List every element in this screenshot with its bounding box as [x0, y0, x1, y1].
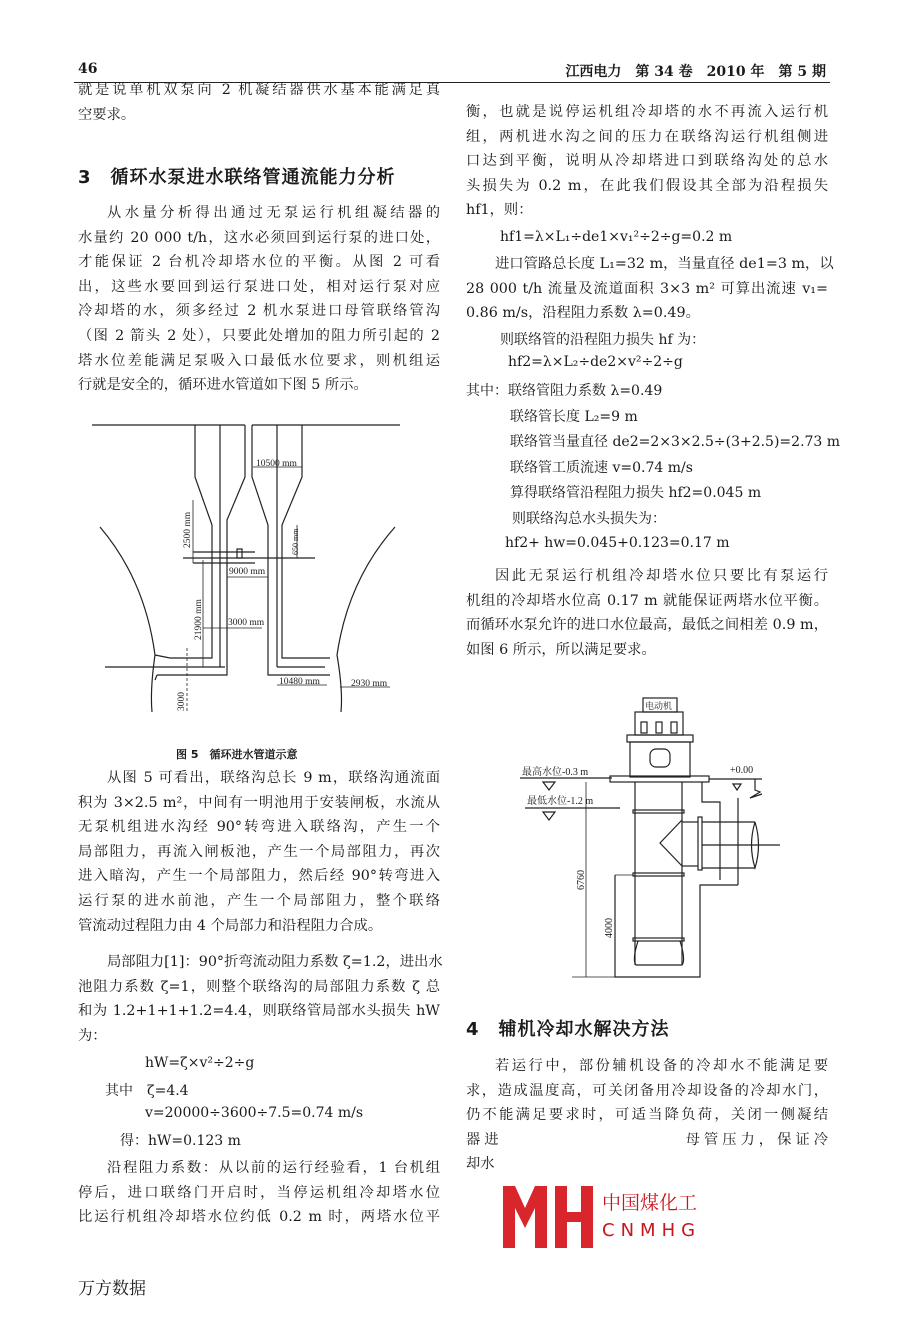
motor-label: 电动机 — [645, 701, 673, 711]
paragraph — [78, 950, 443, 1048]
text-line: 就是说单机双泵向 2 机凝结器供水基本能满足真 — [78, 82, 440, 98]
text-line: 因此无泵运行机组冷却塔水位只要比有泵运行 — [495, 568, 828, 584]
text-line: 运行泵的进水前池，产生一个局部阻力，整个联络 — [78, 892, 440, 909]
formula: 联络管当量直径 de2=2×3×2.5÷(3+2.5)=2.73 m — [510, 434, 841, 450]
dim-4000: 4000 — [604, 918, 615, 938]
text-line: 组，两机进水沟之间的压力在联络沟运行机组侧进 — [466, 128, 828, 145]
dim-3000: 3000 mm — [228, 618, 265, 628]
journal-header: 江西电力 第 34 卷 2010 年 第 5 期 — [565, 64, 826, 80]
text-line: 衡，也就是说停运机组冷却塔的水不再流入运行机 — [466, 104, 828, 120]
text-line: 从图 5 可看出，联络沟总长 9 m，联络沟通流面 — [107, 770, 440, 786]
paragraph — [78, 1156, 440, 1230]
low-water-level-label: 最低水位-1.2 m — [527, 796, 594, 807]
text-line: 若运行中，部份辅机设备的冷却水不能满足要 — [495, 1058, 828, 1074]
paragraph — [466, 252, 834, 326]
cnmhg-logo-mark — [503, 1186, 595, 1248]
dim-650: 650 mm — [291, 528, 300, 555]
text-line: 头损失为 0.2 m，在此我们假设其全部为沿程损失 — [466, 177, 828, 194]
dim-6760: 6760 — [576, 870, 587, 890]
dim-21900: 21900 mm — [194, 599, 204, 640]
high-water-level-label: 最高水位-0.3 m — [522, 767, 589, 778]
text-line: 冷却塔的水，须多经过 2 机水泵进口母管联络管沟 — [78, 303, 440, 320]
section-heading-4: 4 辅机冷却水解决方法 — [466, 1019, 670, 1040]
formula: hf1=λ×L₁÷de1×v₁²÷2÷g=0.2 m — [500, 229, 733, 245]
pump-head — [630, 742, 690, 777]
text-line: （图 2 箭头 2 处），只要此处增加的阻力所引起的 2 — [78, 327, 440, 344]
text-line: 0.86 m/s，沿程阻力系数 λ=0.49。 — [466, 305, 700, 322]
text-line: 出，这些水要回到运行泵进口处，相对运行泵对应 — [78, 278, 440, 295]
formula: 算得联络管沿程阻力损失 hf2=0.045 m — [510, 485, 762, 501]
gate-pool — [237, 549, 242, 558]
text-line: 进入暗沟，产生一个局部阻力，然后经 90°转弯进入 — [78, 868, 440, 885]
formula: 联络管工质流速 v=0.74 m/s — [510, 460, 693, 476]
text-line: 如图 6 所示，所以满足要求。 — [466, 641, 656, 658]
datum-label: +0.00 — [730, 765, 754, 776]
text-line: 仍不能满足要求时，可适当降负荷，关闭一侧凝结 — [466, 1107, 828, 1124]
figure-5-caption: 图 5 循环进水管道示意 — [176, 748, 298, 761]
formula: hf2+ hw=0.045+0.123=0.17 m — [505, 535, 730, 551]
text-line: 却水 — [466, 1156, 495, 1173]
figure-6-pump-diagram — [500, 680, 780, 1000]
formula: 其中：联络管阻力系数 λ=0.49 — [466, 383, 663, 399]
text-line: 积为 3×2.5 m²，中间有一明池用于安装闸板，水流从 — [78, 794, 440, 811]
text-line: 口达到平衡，说明从冷却塔进口到联络沟处的总水 — [466, 153, 828, 170]
formula: v=20000÷3600÷7.5=0.74 m/s — [145, 1105, 364, 1121]
bell-mouth — [634, 941, 683, 965]
text-line: 器进 母管压力，保证冷 — [466, 1131, 828, 1148]
paragraph — [466, 1054, 828, 1177]
text-line: 行就是安全的，循环进水管道如下图 5 所示。 — [78, 377, 368, 394]
text-line: 为： — [78, 1027, 107, 1044]
text-line: 池阻力系数 ζ=1，则整个联络沟的局部阻力系数 ζ 总 — [78, 978, 440, 995]
text-line: 水量约 20 000 t/h，这水必须回到运行泵的进口处， — [78, 229, 440, 246]
paragraph — [466, 100, 828, 223]
dim-9000: 9000 mm — [229, 567, 266, 577]
text-line: 沿程阻力系数：从以前的运行经验看，1 台机组 — [107, 1160, 440, 1176]
formula: 联络管长度 L₂=9 m — [510, 409, 638, 425]
text-line: 比运行机组冷却塔水位约低 0.2 m 时，两塔水位平 — [78, 1209, 440, 1226]
text-line: hf1，则： — [466, 202, 533, 219]
motor-flange — [627, 735, 693, 742]
text-line: 和为 1.2+1+1+1.2=4.4，则联络管局部水头损失 hW — [78, 1003, 440, 1020]
text-line: 无泵机组进水沟经 90°转弯进入联络沟，产生一个 — [78, 819, 440, 836]
text-line: 管流动过程阻力由 4 个局部力和沿程阻力合成。 — [78, 917, 383, 934]
text-line: 局部阻力，再流入闸板池，产生一个局部阻力，再次 — [78, 843, 440, 860]
dim-10500: 10500 mm — [256, 459, 297, 469]
dim-2930: 2930 mm — [351, 679, 388, 689]
text-line: 局部阻力[1]：90°折弯流动阻力系数 ζ=1.2，进出水 — [107, 954, 443, 970]
outlet-flange — [698, 817, 702, 870]
text-line: 塔水位差能满足泵吸入口最低水位要求，则机组运 — [78, 352, 440, 369]
dim-3000-bottom: 3000 — [177, 692, 187, 711]
formula: 则联络管的沿程阻力损失 hf 为： — [500, 332, 706, 348]
formula: hW=ζ×v²÷2÷g — [145, 1055, 255, 1071]
paragraph — [78, 766, 440, 938]
text-line: 而循环水泵允许的进口水位最高，最低之间相差 0.9 m， — [466, 617, 828, 634]
text-line: 机组的冷却塔水位高 0.17 m 就能保证两塔水位平衡。 — [466, 592, 828, 609]
text-line: 才能保证 2 台机冷却塔水位的平衡。从图 2 可看 — [78, 254, 440, 271]
dim-10480: 10480 mm — [279, 677, 320, 687]
formula: 得：hW=0.123 m — [120, 1133, 241, 1149]
text-line: 进口管路总长度 L₁=32 m，当量直径 de1=3 m，以 — [495, 256, 834, 272]
page-number: 46 — [78, 61, 98, 77]
formula: 则联络沟总水头损失为： — [512, 511, 666, 527]
motor-body — [635, 712, 683, 735]
outlet-elbow — [660, 820, 682, 866]
dim-2500: 2500 mm — [183, 511, 193, 548]
text-line: 停后，进口联络门开启时，当停运机组冷却塔水位 — [78, 1184, 440, 1201]
paragraph — [466, 564, 828, 662]
text-line: 求，造成温度高，可关闭备用冷却设备的冷却水门， — [466, 1082, 828, 1099]
emblem — [650, 749, 670, 767]
figure-5-diagram — [0, 0, 460, 740]
text-line: 从水量分析得出通过无泵运行机组凝结器的 — [107, 205, 440, 221]
text-line: 28 000 t/h 流量及流道面积 3×3 m² 可算出流速 v₁= — [466, 280, 828, 297]
section-heading-3: 3 循环水泵进水联络管通流能力分析 — [78, 167, 396, 188]
formula: hf2=λ×L₂÷de2×v²÷2÷g — [508, 354, 683, 370]
formula: 其中 ζ=4.4 — [105, 1083, 189, 1099]
watermark-en: CNMHG — [602, 1220, 702, 1241]
text-line: 空要求。 — [78, 106, 136, 123]
watermark-cn: 中国煤化工 — [602, 1192, 698, 1214]
left-tower-outline — [100, 527, 155, 712]
footer-source: 万方数据 — [78, 1279, 146, 1299]
